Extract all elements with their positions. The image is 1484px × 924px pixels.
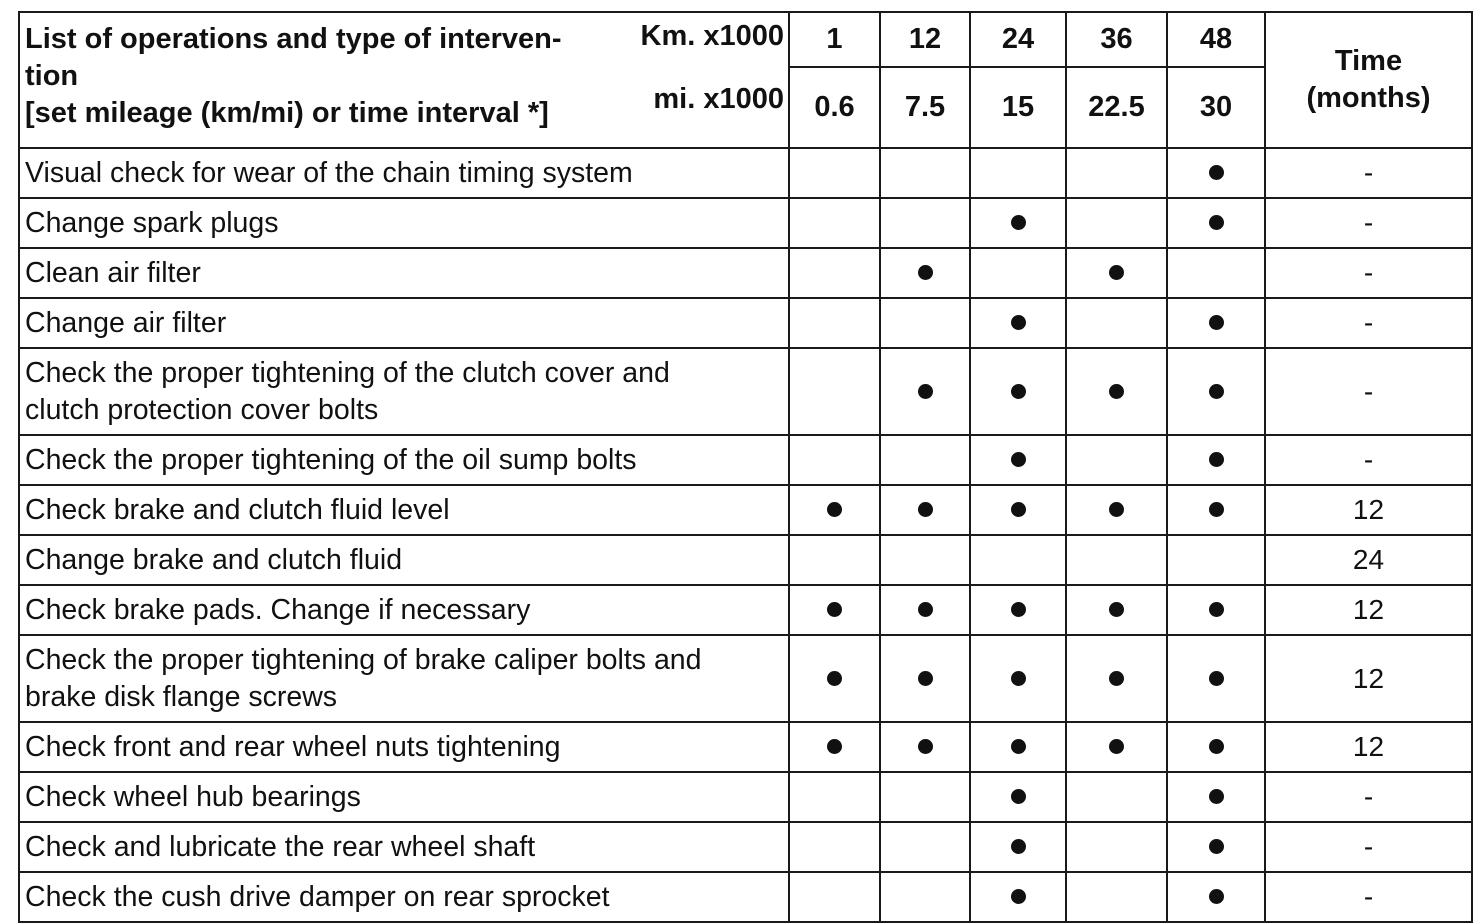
interval-cell <box>1167 435 1265 485</box>
scheduled-dot-icon <box>1109 739 1124 754</box>
time-months-value: - <box>1265 248 1472 298</box>
table-row <box>19 722 1472 772</box>
scheduled-dot-icon <box>1011 215 1026 230</box>
operations-header <box>19 12 789 148</box>
scheduled-dot-icon <box>1209 502 1224 517</box>
time-months-value: - <box>1265 435 1472 485</box>
operation-cell <box>19 585 789 635</box>
interval-cell <box>789 872 880 922</box>
time-header-line: (months) <box>1306 82 1431 114</box>
scheduled-dot-icon <box>1011 384 1026 399</box>
interval-cell <box>970 822 1066 872</box>
interval-cell <box>880 872 970 922</box>
operation-text: Check the proper tightening of the oil sump bolts <box>25 443 637 476</box>
interval-cell <box>880 435 970 485</box>
interval-cell <box>1066 485 1167 535</box>
interval-cell <box>880 248 970 298</box>
interval-cell <box>1066 535 1167 585</box>
interval-cell <box>789 722 880 772</box>
scheduled-dot-icon <box>1209 602 1224 617</box>
interval-cell <box>1066 872 1167 922</box>
interval-cell <box>970 148 1066 198</box>
interval-cell <box>970 722 1066 772</box>
time-months-value: - <box>1265 772 1472 822</box>
operation-text: Visual check for wear of the chain timing system <box>25 156 633 189</box>
scheduled-dot-icon <box>1011 502 1026 517</box>
time-months-value: - <box>1265 298 1472 348</box>
table-row <box>19 822 1472 872</box>
interval-cell <box>880 485 970 535</box>
operation-cell <box>19 435 789 485</box>
interval-cell <box>1066 822 1167 872</box>
operation-cell <box>19 722 789 772</box>
interval-cell <box>789 248 880 298</box>
interval-cell <box>1066 248 1167 298</box>
interval-cell <box>1167 535 1265 585</box>
mi-unit-label: mi. x1000 <box>653 83 784 115</box>
km-value: 12 <box>880 12 970 67</box>
scheduled-dot-icon <box>1109 602 1124 617</box>
interval-cell <box>880 348 970 435</box>
interval-cell <box>1167 248 1265 298</box>
operation-cell <box>19 535 789 585</box>
operation-text: Check the cush drive damper on rear sprocket <box>25 880 610 913</box>
time-header-line: Time <box>1334 45 1403 77</box>
header-row-km <box>19 12 1472 67</box>
interval-cell <box>880 535 970 585</box>
operation-text: Clean air filter <box>25 256 201 289</box>
scheduled-dot-icon <box>1209 384 1224 399</box>
interval-cell <box>789 535 880 585</box>
interval-cell <box>970 772 1066 822</box>
scheduled-dot-icon <box>1011 739 1026 754</box>
operation-text: Check and lubricate the rear wheel shaft <box>25 830 536 863</box>
time-months-value: 24 <box>1265 535 1472 585</box>
operation-cell <box>19 822 789 872</box>
table-row <box>19 298 1472 348</box>
interval-cell <box>789 822 880 872</box>
interval-cell <box>880 722 970 772</box>
operation-cell <box>19 148 789 198</box>
maintenance-schedule <box>18 11 1473 923</box>
mi-value: 0.6 <box>789 67 880 148</box>
interval-cell <box>970 635 1066 722</box>
scheduled-dot-icon <box>1209 789 1224 804</box>
interval-cell <box>1167 772 1265 822</box>
scheduled-dot-icon <box>918 384 933 399</box>
time-months-value: 12 <box>1265 635 1472 722</box>
time-months-value: - <box>1265 872 1472 922</box>
table-row <box>19 535 1472 585</box>
operation-text: Change brake and clutch fluid <box>25 543 403 576</box>
km-value: 1 <box>789 12 880 67</box>
interval-cell <box>880 772 970 822</box>
operation-text: Change spark plugs <box>25 206 279 239</box>
interval-cell <box>1167 822 1265 872</box>
interval-cell <box>789 348 880 435</box>
operation-text: clutch protection cover bolts <box>25 393 379 426</box>
interval-cell <box>970 485 1066 535</box>
interval-cell <box>970 585 1066 635</box>
interval-cell <box>1167 485 1265 535</box>
operation-cell <box>19 772 789 822</box>
scheduled-dot-icon <box>827 602 842 617</box>
mi-value: 30 <box>1167 67 1265 148</box>
operation-cell <box>19 485 789 535</box>
scheduled-dot-icon <box>918 602 933 617</box>
scheduled-dot-icon <box>1011 889 1026 904</box>
interval-cell <box>880 822 970 872</box>
operation-cell <box>19 872 789 922</box>
time-months-value: 12 <box>1265 485 1472 535</box>
interval-cell <box>789 298 880 348</box>
interval-cell <box>1066 635 1167 722</box>
table-row <box>19 585 1472 635</box>
scheduled-dot-icon <box>1011 839 1026 854</box>
interval-cell <box>880 635 970 722</box>
scheduled-dot-icon <box>827 502 842 517</box>
interval-cell <box>970 435 1066 485</box>
interval-cell <box>789 148 880 198</box>
interval-cell <box>880 298 970 348</box>
interval-cell <box>789 772 880 822</box>
scheduled-dot-icon <box>1109 265 1124 280</box>
scheduled-dot-icon <box>1011 315 1026 330</box>
interval-cell <box>1066 348 1167 435</box>
scheduled-dot-icon <box>1209 452 1224 467</box>
interval-cell <box>1167 298 1265 348</box>
interval-cell <box>789 585 880 635</box>
scheduled-dot-icon <box>918 739 933 754</box>
table-row <box>19 485 1472 535</box>
interval-cell <box>1167 198 1265 248</box>
operation-text: Check brake and clutch fluid level <box>25 493 450 526</box>
km-value: 24 <box>970 12 1066 67</box>
operation-text: Change air filter <box>25 306 227 339</box>
km-unit-label: Km. x1000 <box>640 20 784 52</box>
interval-cell <box>1066 198 1167 248</box>
operation-cell <box>19 248 789 298</box>
interval-cell <box>880 198 970 248</box>
interval-cell <box>880 148 970 198</box>
operation-cell <box>19 348 789 435</box>
interval-cell <box>1167 635 1265 722</box>
table-row <box>19 248 1472 298</box>
table-row <box>19 198 1472 248</box>
time-months-value: 12 <box>1265 722 1472 772</box>
interval-cell <box>970 872 1066 922</box>
maintenance-table <box>18 11 1473 923</box>
interval-cell <box>1066 772 1167 822</box>
scheduled-dot-icon <box>827 739 842 754</box>
operation-cell <box>19 198 789 248</box>
table-row <box>19 148 1472 198</box>
interval-cell <box>970 535 1066 585</box>
interval-cell <box>880 585 970 635</box>
time-months-value: - <box>1265 148 1472 198</box>
interval-cell <box>970 198 1066 248</box>
mi-value: 15 <box>970 67 1066 148</box>
interval-cell <box>1066 298 1167 348</box>
time-header <box>1265 12 1472 148</box>
interval-cell <box>1066 148 1167 198</box>
km-value: 48 <box>1167 12 1265 67</box>
table-row <box>19 348 1472 435</box>
operation-text: Check the proper tightening of the clutch cover and <box>25 356 670 389</box>
scheduled-dot-icon <box>1109 671 1124 686</box>
header-title-line: List of operations and type of interven- <box>25 23 562 55</box>
interval-cell <box>789 485 880 535</box>
interval-cell <box>1066 435 1167 485</box>
operation-cell <box>19 298 789 348</box>
table-row <box>19 435 1472 485</box>
time-months-value: - <box>1265 348 1472 435</box>
scheduled-dot-icon <box>1209 165 1224 180</box>
time-months-value: 12 <box>1265 585 1472 635</box>
table-row <box>19 635 1472 722</box>
interval-cell <box>1066 722 1167 772</box>
scheduled-dot-icon <box>1011 602 1026 617</box>
scheduled-dot-icon <box>1209 215 1224 230</box>
scheduled-dot-icon <box>1109 384 1124 399</box>
operation-cell <box>19 635 789 722</box>
operations-body <box>19 148 1472 922</box>
scheduled-dot-icon <box>1209 739 1224 754</box>
table-row <box>19 872 1472 922</box>
scheduled-dot-icon <box>1011 452 1026 467</box>
interval-cell <box>789 198 880 248</box>
mi-value: 22.5 <box>1066 67 1167 148</box>
scheduled-dot-icon <box>1209 671 1224 686</box>
interval-cell <box>1167 722 1265 772</box>
interval-cell <box>970 248 1066 298</box>
km-value: 36 <box>1066 12 1167 67</box>
scheduled-dot-icon <box>1011 789 1026 804</box>
operation-text: brake disk flange screws <box>25 680 338 713</box>
table-row <box>19 772 1472 822</box>
scheduled-dot-icon <box>918 502 933 517</box>
scheduled-dot-icon <box>918 671 933 686</box>
time-months-value: - <box>1265 822 1472 872</box>
scheduled-dot-icon <box>918 265 933 280</box>
scheduled-dot-icon <box>1011 671 1026 686</box>
scheduled-dot-icon <box>1209 315 1224 330</box>
time-months-value: - <box>1265 198 1472 248</box>
interval-cell <box>789 435 880 485</box>
interval-cell <box>970 348 1066 435</box>
header-title-line: [set mileage (km/mi) or time interval *] <box>25 97 549 129</box>
operation-text: Check wheel hub bearings <box>25 780 361 813</box>
scheduled-dot-icon <box>1209 889 1224 904</box>
operation-text: Check the proper tightening of brake caliper bolts and <box>25 643 702 676</box>
header-title-line: tion <box>25 60 79 92</box>
interval-cell <box>1167 585 1265 635</box>
operation-text: Check front and rear wheel nuts tightening <box>25 730 561 763</box>
mi-value: 7.5 <box>880 67 970 148</box>
interval-cell <box>789 635 880 722</box>
interval-cell <box>1167 348 1265 435</box>
scheduled-dot-icon <box>1109 502 1124 517</box>
interval-cell <box>1066 585 1167 635</box>
scheduled-dot-icon <box>1209 839 1224 854</box>
interval-cell <box>1167 148 1265 198</box>
interval-cell <box>1167 872 1265 922</box>
interval-cell <box>970 298 1066 348</box>
scheduled-dot-icon <box>827 671 842 686</box>
operation-text: Check brake pads. Change if necessary <box>25 593 531 626</box>
